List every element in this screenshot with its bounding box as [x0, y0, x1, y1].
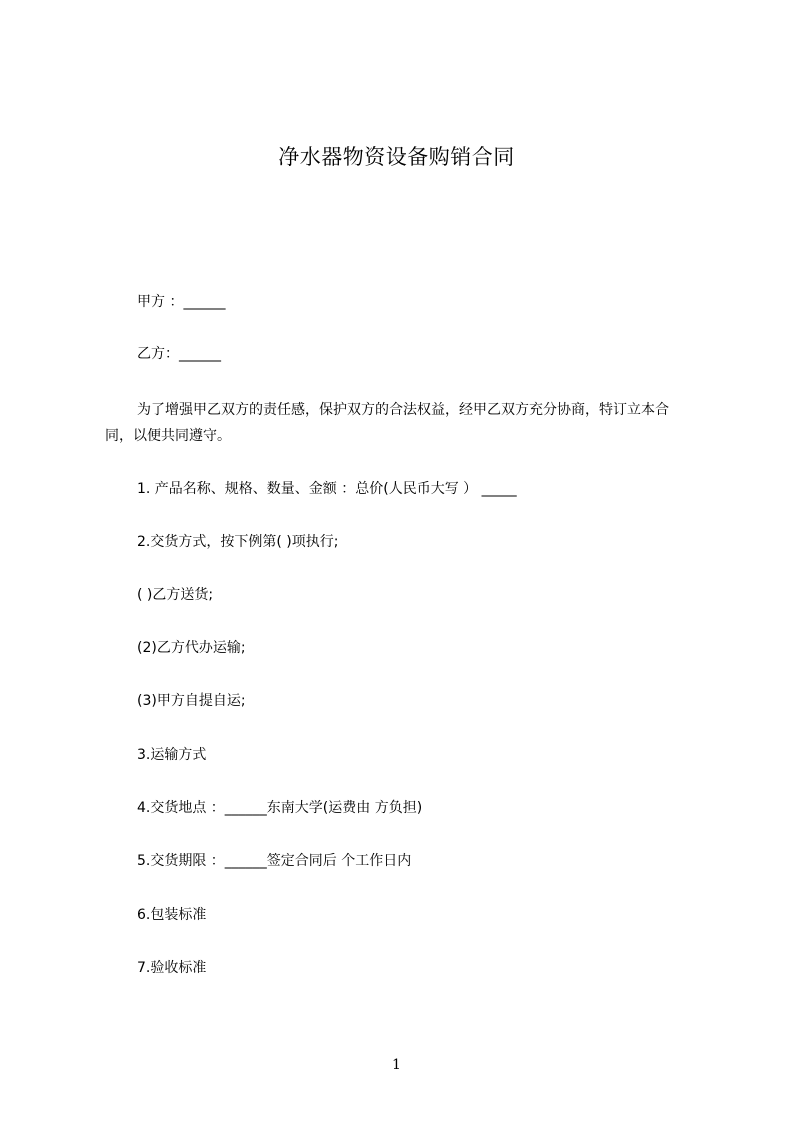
page-number: 1 — [392, 1057, 401, 1073]
clause-4: 4.交货地点 ：______东南大学(运费由 方负担) — [137, 800, 423, 816]
clause-5: 5.交货期限 ：______签定合同后 个工作日内 — [137, 853, 412, 869]
clause-7: 7.验收标准 — [137, 960, 207, 976]
party-a-line: 甲方 ：______ — [137, 294, 226, 310]
clause-2: 2.交货方式，按下例第( )项执行; — [137, 534, 339, 550]
clause-6: 6.包装标准 — [137, 907, 207, 923]
preamble-paragraph: 为了增强甲乙双方的责任感，保护双方的合法权益，经甲乙双方充分协商，特订立本合同，以便共同遵守。 — [105, 402, 669, 444]
clause-3: 3.运输方式 — [137, 747, 207, 763]
document-title: 净水器物资设备购销合同 — [278, 145, 515, 169]
clause-2-option-2: (2)乙方代办运输; — [137, 640, 246, 656]
party-b-line: 乙方：______ — [137, 346, 221, 362]
clause-1: 1. 产品名称、规格、数量、金额 ：总价(人民币大写 ） _____ — [137, 481, 517, 497]
clause-2-option-1: ( )乙方送货; — [137, 587, 214, 603]
clause-2-option-3: (3)甲方自提自运; — [137, 693, 246, 709]
